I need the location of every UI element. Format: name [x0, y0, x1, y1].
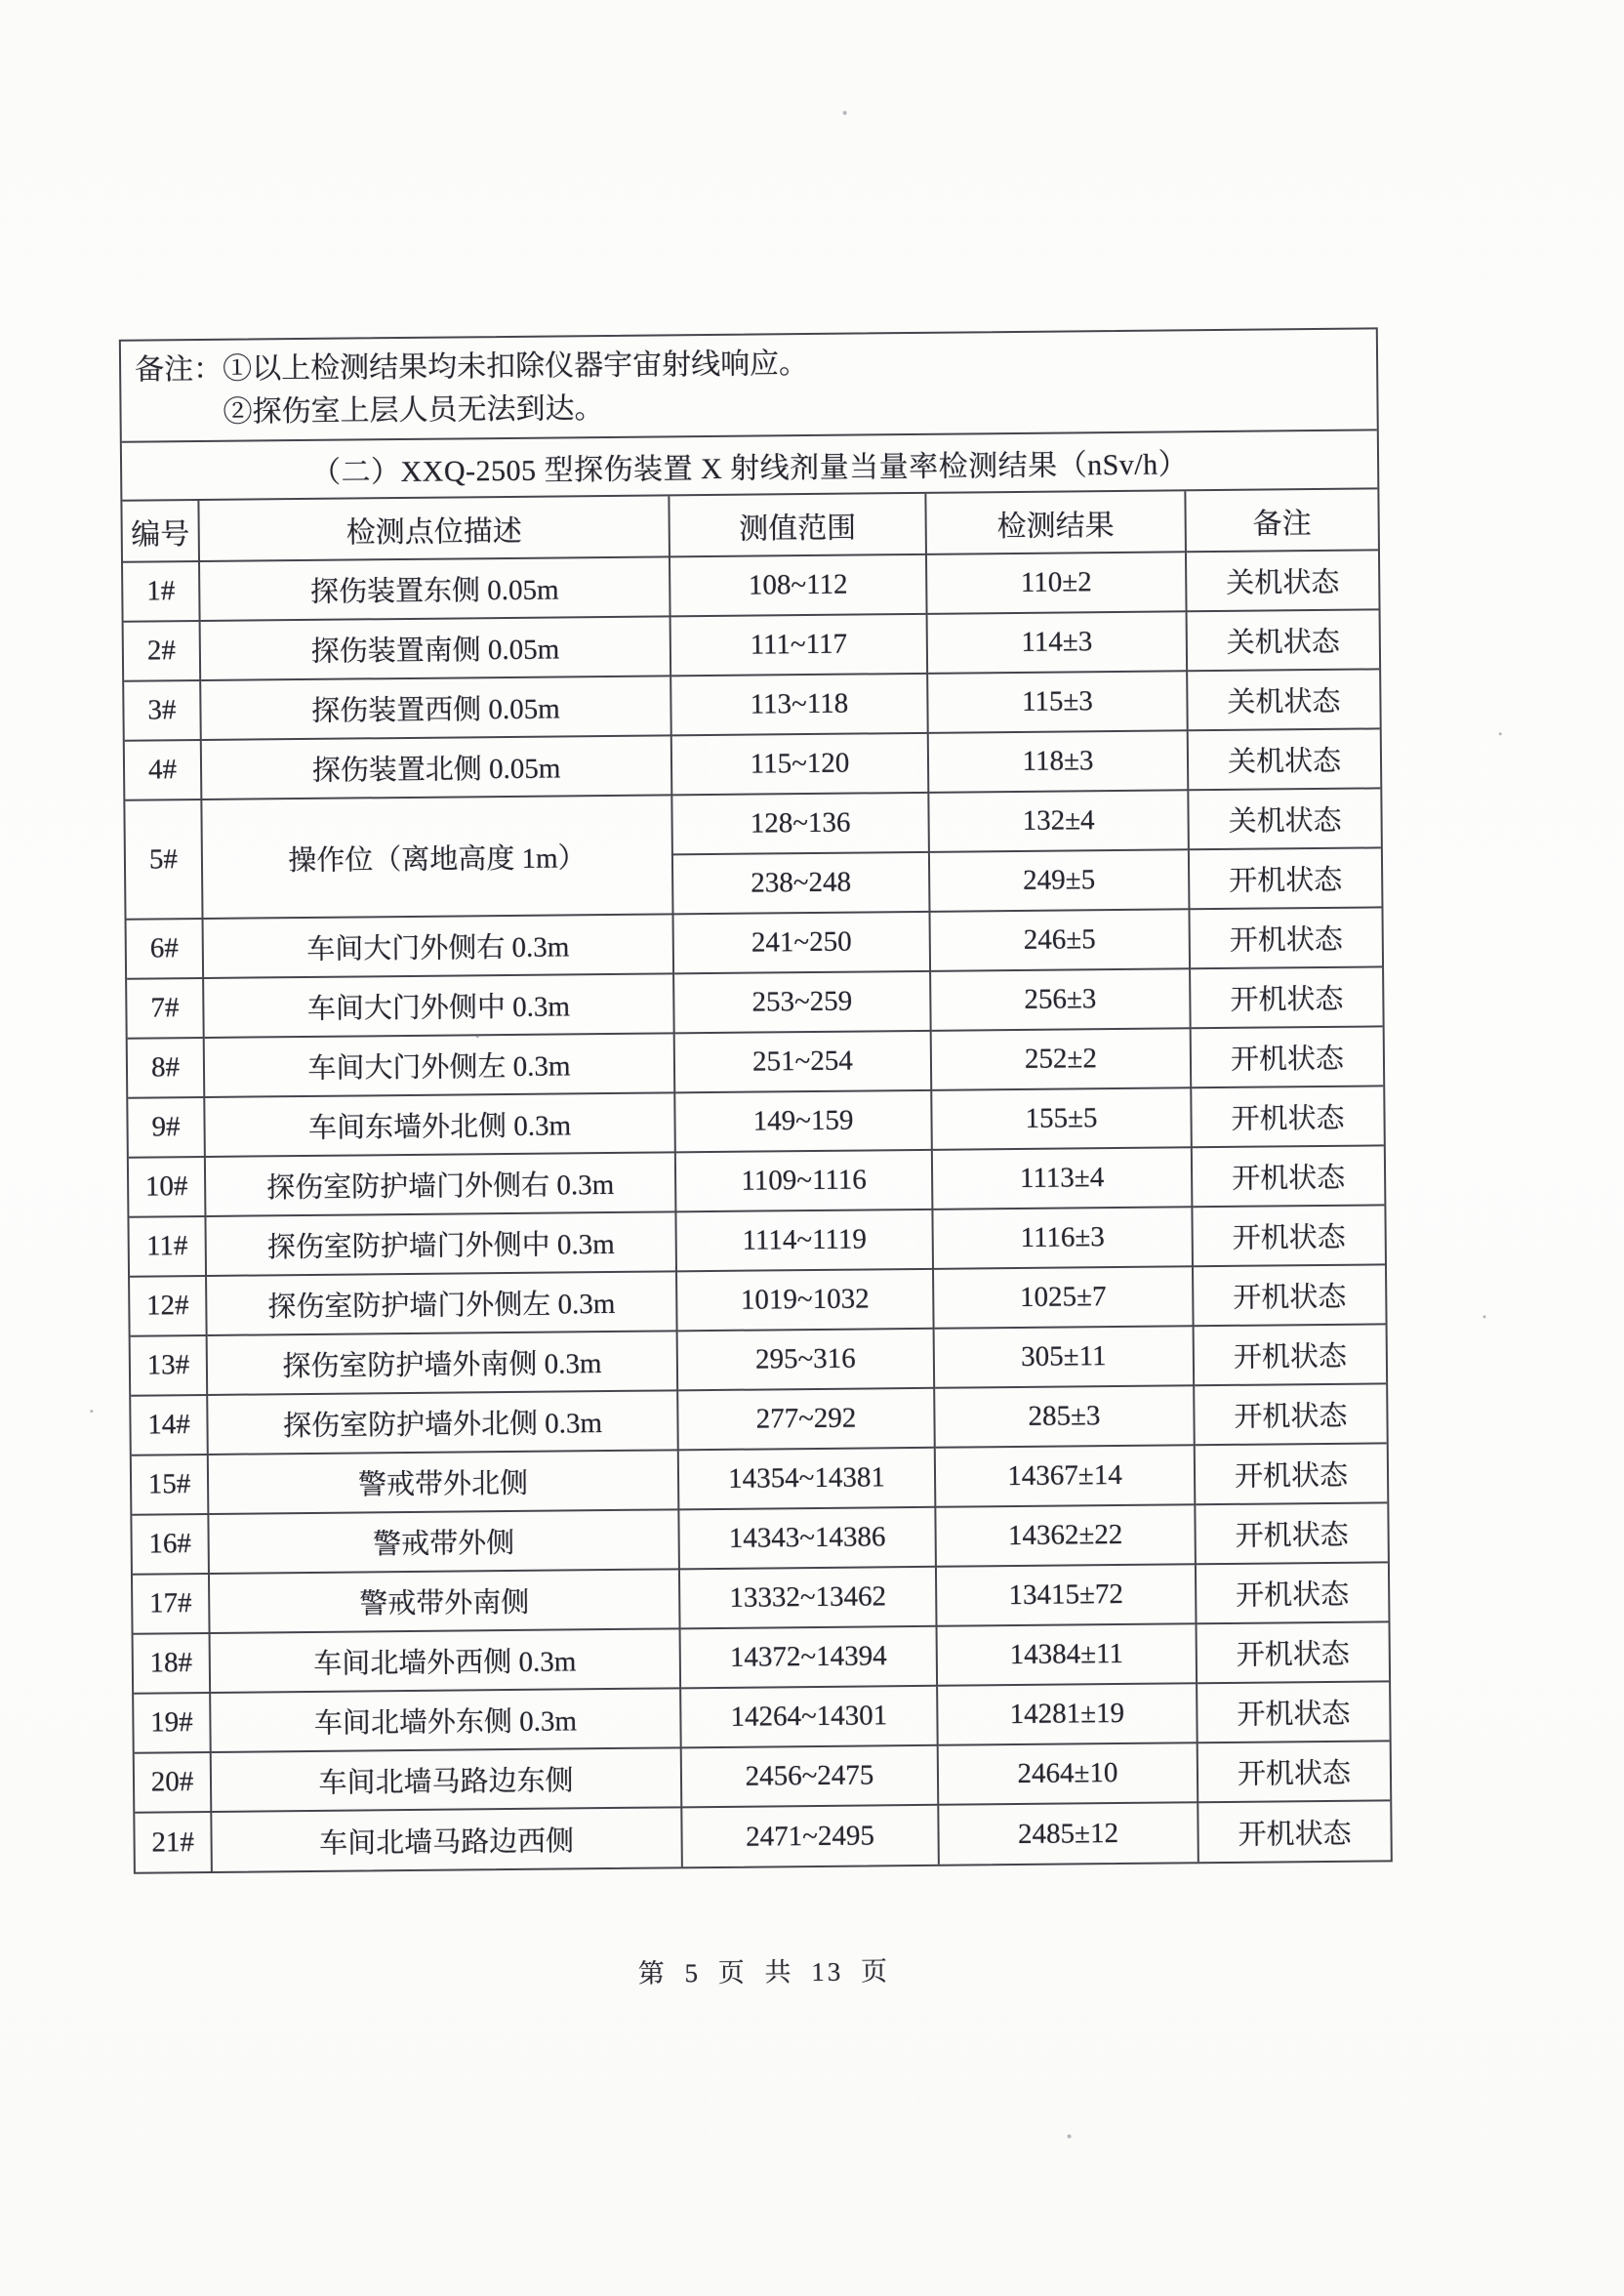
- scan-speck: [476, 1035, 479, 1038]
- row-id-cell: 15#: [132, 1455, 209, 1515]
- location-cell: 探伤装置北侧 0.05m: [201, 735, 672, 800]
- row-id-cell: 4#: [125, 740, 202, 800]
- remark-cell: 开机状态: [1189, 847, 1382, 909]
- location-cell: 车间大门外侧左 0.3m: [204, 1033, 675, 1097]
- row-id-cell: 10#: [129, 1157, 206, 1217]
- location-cell: 车间大门外侧中 0.3m: [203, 973, 674, 1038]
- range-cell: 14354~14381: [678, 1448, 936, 1510]
- remark-cell: 开机状态: [1195, 1443, 1388, 1504]
- remark-cell: 开机状态: [1198, 1741, 1391, 1802]
- result-cell: 155±5: [931, 1087, 1192, 1150]
- range-cell: 1114~1119: [675, 1210, 933, 1272]
- range-cell: 108~112: [670, 554, 927, 617]
- report-table-frame: [119, 327, 1393, 1873]
- range-cell: 128~136: [671, 793, 929, 855]
- range-cell: 13332~13462: [679, 1567, 937, 1629]
- location-cell: 探伤室防护墙门外侧左 0.3m: [206, 1271, 677, 1335]
- result-cell: 252±2: [931, 1028, 1192, 1090]
- scan-speck: [1499, 732, 1502, 735]
- scan-speck: [1068, 2135, 1072, 2139]
- scan-speck: [843, 111, 847, 115]
- result-cell: 249±5: [929, 849, 1190, 912]
- result-cell: 1025±7: [933, 1266, 1194, 1329]
- row-id-cell: 1#: [123, 561, 200, 622]
- range-cell: 251~254: [674, 1031, 932, 1093]
- row-id-cell: 7#: [127, 978, 204, 1039]
- location-cell: 警戒带外南侧: [209, 1569, 680, 1633]
- result-cell: 2464±10: [938, 1742, 1198, 1805]
- location-cell: 操作位（离地高度 1m）: [201, 795, 672, 919]
- result-cell: 118±3: [928, 730, 1189, 793]
- range-cell: 277~292: [677, 1388, 935, 1451]
- result-cell: 132±4: [928, 790, 1189, 852]
- remark-cell: 关机状态: [1188, 788, 1381, 849]
- remark-cell: 开机状态: [1192, 1145, 1385, 1207]
- range-cell: 238~248: [672, 852, 930, 915]
- row-id-cell: 2#: [124, 621, 201, 681]
- row-id-cell: 14#: [131, 1395, 208, 1456]
- range-cell: 149~159: [674, 1090, 932, 1153]
- remark-cell: 开机状态: [1192, 1205, 1385, 1266]
- location-cell: 车间北墙外东侧 0.3m: [210, 1688, 681, 1752]
- result-cell: 256±3: [930, 968, 1191, 1031]
- note-line-1: ①以上检测结果均未扣除仪器宇宙射线响应。: [222, 348, 809, 386]
- range-cell: 2456~2475: [681, 1745, 939, 1808]
- remark-cell: 关机状态: [1186, 550, 1379, 611]
- remark-cell: 开机状态: [1190, 966, 1383, 1028]
- range-cell: 14264~14301: [680, 1686, 938, 1748]
- result-cell: 305±11: [934, 1326, 1195, 1388]
- location-cell: 探伤装置南侧 0.05m: [200, 616, 671, 680]
- location-cell: 探伤装置东侧 0.05m: [199, 556, 670, 621]
- row-id-cell: 21#: [135, 1812, 212, 1872]
- scan-speck: [1482, 1315, 1485, 1318]
- row-id-cell: 11#: [129, 1216, 206, 1277]
- location-cell: 探伤室防护墙门外侧中 0.3m: [205, 1211, 676, 1276]
- result-cell: 114±3: [927, 611, 1188, 674]
- remark-cell: 开机状态: [1198, 1800, 1391, 1862]
- page-footer: 第 5 页 共 13 页: [637, 1956, 891, 1988]
- row-id-cell: 9#: [128, 1097, 205, 1158]
- table-row: [135, 1800, 1391, 1871]
- result-cell: 14367±14: [935, 1445, 1196, 1507]
- row-id-cell: 5#: [125, 800, 202, 920]
- notes-section: [121, 329, 1377, 442]
- range-cell: 113~118: [670, 674, 928, 736]
- row-id-cell: 19#: [134, 1693, 211, 1753]
- remark-cell: 开机状态: [1194, 1383, 1387, 1445]
- row-id-cell: 16#: [132, 1514, 209, 1575]
- location-cell: 探伤室防护墙外南侧 0.3m: [207, 1331, 678, 1395]
- note-line-2: ②探伤室上层人员无法到达。: [223, 392, 604, 429]
- result-cell: 115±3: [927, 671, 1188, 733]
- row-id-cell: 20#: [135, 1752, 212, 1813]
- col-header-location: 检测点位描述: [198, 496, 670, 561]
- location-cell: 车间大门外侧右 0.3m: [203, 914, 674, 978]
- notes-label: 备注：: [134, 352, 223, 387]
- result-cell: 14384±11: [937, 1623, 1198, 1686]
- range-cell: 1109~1116: [675, 1150, 933, 1212]
- row-id-cell: 6#: [127, 919, 204, 979]
- range-cell: 253~259: [673, 971, 931, 1034]
- range-cell: 14343~14386: [678, 1507, 936, 1570]
- notes-lines: [223, 343, 809, 434]
- col-header-range: 测值范围: [669, 494, 926, 557]
- range-cell: 241~250: [672, 912, 930, 974]
- range-cell: 111~117: [670, 614, 928, 676]
- range-cell: 1019~1032: [676, 1269, 934, 1332]
- result-cell: 1116±3: [932, 1207, 1193, 1269]
- result-cell: 13415±72: [936, 1564, 1197, 1626]
- location-cell: 车间北墙马路边西侧: [211, 1807, 682, 1871]
- remark-cell: 开机状态: [1197, 1621, 1390, 1683]
- result-cell: 110±2: [926, 552, 1187, 614]
- range-cell: 2471~2495: [681, 1805, 939, 1867]
- remark-cell: 开机状态: [1191, 1026, 1384, 1087]
- remark-cell: 开机状态: [1195, 1502, 1388, 1564]
- location-cell: 车间北墙马路边东侧: [211, 1747, 682, 1812]
- remark-cell: 关机状态: [1188, 728, 1381, 790]
- table-title: （二）XXQ-2505 型探伤装置 X 射线剂量当量率检测结果（nSv/h）: [122, 430, 1378, 501]
- result-cell: 14362±22: [935, 1504, 1196, 1567]
- result-cell: 246±5: [929, 909, 1190, 971]
- location-cell: 警戒带外侧: [208, 1509, 679, 1574]
- row-id-cell: 12#: [130, 1276, 207, 1336]
- location-cell: 探伤装置西侧 0.05m: [200, 676, 671, 740]
- remark-cell: 开机状态: [1196, 1562, 1389, 1623]
- row-id-cell: 13#: [131, 1335, 208, 1396]
- range-cell: 115~120: [671, 733, 929, 796]
- range-cell: 14372~14394: [680, 1626, 938, 1689]
- results-table: [122, 489, 1390, 1871]
- location-cell: 车间东墙外北侧 0.3m: [204, 1092, 675, 1157]
- col-header-result: 检测结果: [925, 491, 1186, 554]
- col-header-id: 编号: [122, 501, 199, 562]
- scan-speck: [90, 1410, 93, 1413]
- remark-cell: 开机状态: [1194, 1324, 1387, 1385]
- location-cell: 警戒带外北侧: [208, 1450, 679, 1514]
- remark-cell: 开机状态: [1193, 1264, 1386, 1326]
- remark-cell: 开机状态: [1197, 1681, 1390, 1742]
- result-cell: 1113±4: [932, 1147, 1193, 1210]
- remark-cell: 开机状态: [1189, 907, 1382, 968]
- remark-cell: 开机状态: [1191, 1086, 1384, 1147]
- col-header-remark: 备注: [1185, 489, 1378, 552]
- result-cell: 14281±19: [937, 1683, 1198, 1745]
- row-id-cell: 18#: [134, 1633, 211, 1694]
- row-id-cell: 17#: [133, 1574, 210, 1634]
- location-cell: 探伤室防护墙门外侧右 0.3m: [205, 1152, 676, 1216]
- remark-cell: 关机状态: [1187, 669, 1380, 730]
- remark-cell: 关机状态: [1187, 609, 1380, 671]
- location-cell: 车间北墙外西侧 0.3m: [210, 1628, 681, 1693]
- range-cell: 295~316: [677, 1329, 935, 1391]
- result-cell: 2485±12: [938, 1802, 1198, 1865]
- row-id-cell: 3#: [124, 680, 201, 741]
- row-id-cell: 8#: [128, 1038, 205, 1098]
- result-cell: 285±3: [934, 1385, 1195, 1448]
- location-cell: 探伤室防护墙外北侧 0.3m: [207, 1390, 678, 1455]
